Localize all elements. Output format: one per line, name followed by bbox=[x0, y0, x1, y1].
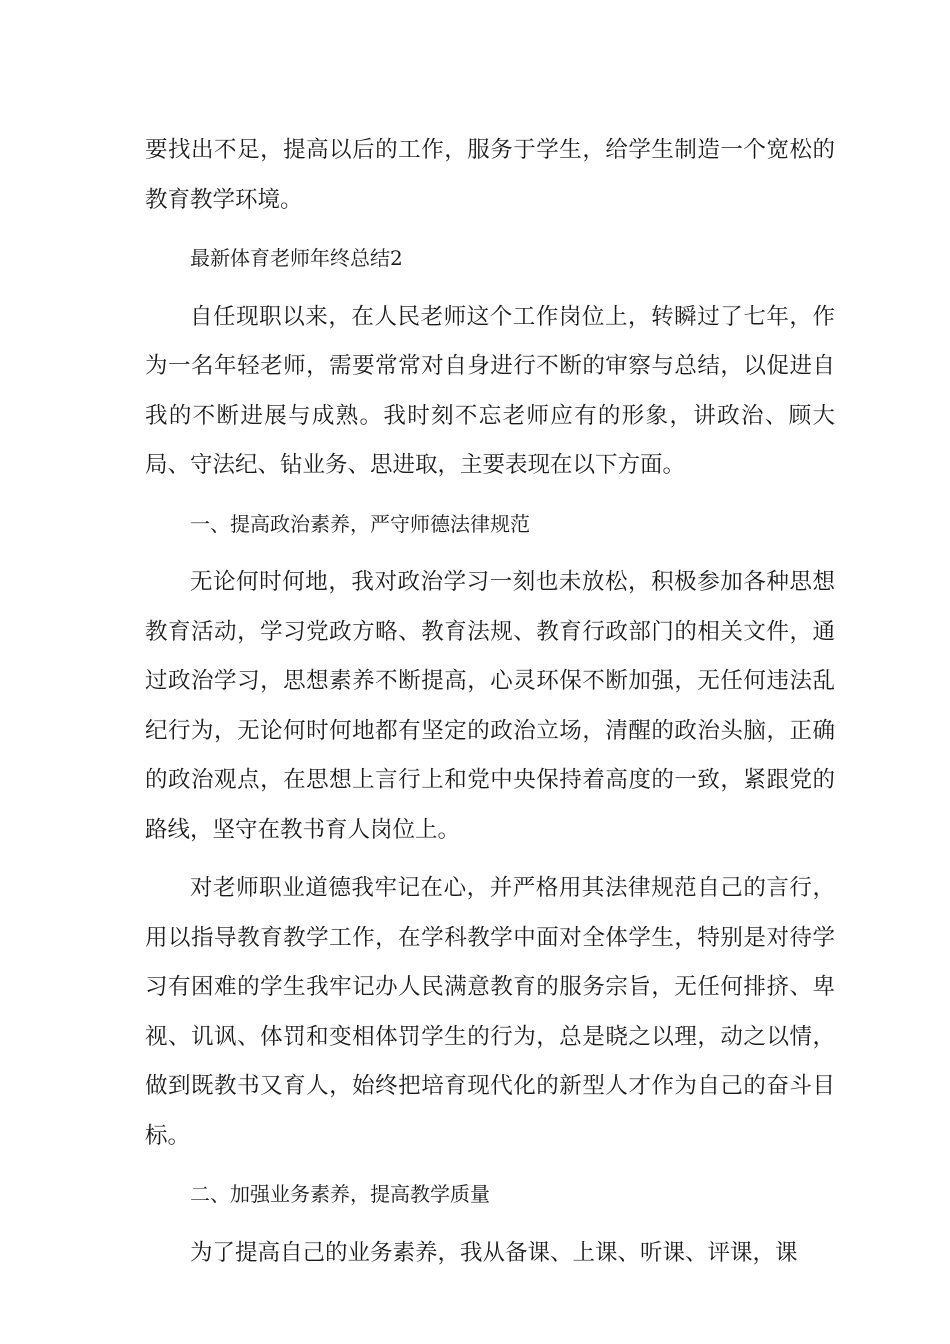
paragraph-gap bbox=[145, 225, 835, 234]
paragraph-gap bbox=[145, 284, 835, 293]
paragraph-gap bbox=[145, 1161, 835, 1170]
paragraph-intro: 自任现职以来，在人民老师这个工作岗位上，转瞬过了七年，作为一名年轻老师，需要常常对自身进行不断的审察与总结，以促进自我的不断进展与成熟。我时刻不忘老师应有的形象，讲政治、顾大局、守法纪、钻业务、思进取，主要表现在以下方面。 bbox=[145, 303, 835, 478]
paragraph-gap bbox=[145, 549, 835, 558]
paragraph-professional: 为了提高自己的业务素养，我从备课、上课、听课、评课，课 bbox=[190, 1239, 798, 1266]
paragraph-ethics: 对老师职业道德我牢记在心，并严格用其法律规范自己的言行，用以指导教育教学工作，在学科教学中面对全体学生，特别是对待学习有困难的学生我牢记办人民满意教育的服务宗旨，无任何排挤、卑视、讥讽、体罚和变相体罚学生的行为，总是晓之以理，动之以情，做到既教书又育人，始终把培育现代化的新型人才作为自己的奋斗目标。 bbox=[145, 875, 835, 1149]
paragraph-gap bbox=[145, 855, 835, 864]
document-body bbox=[145, 126, 835, 1278]
paragraph-continuation: 要找出不足，提高以后的工作，服务于学生，给学生制造一个宽松的教育教学环境。 bbox=[145, 137, 835, 213]
subheading-professional: 二、加强业务素养，提高教学质量 bbox=[190, 1182, 490, 1206]
paragraph-gap bbox=[145, 491, 835, 500]
section-title: 最新体育老师年终总结2 bbox=[190, 246, 403, 270]
paragraph-politics: 无论何时何地，我对政治学习一刻也未放松，积极参加各种思想教育活动，学习党政方略、教育法规、教育行政部门的相关文件，通过政治学习，思想素养不断提高，心灵环保不断加强，无任何违法乱纪行为，无论何时何地都有坚定的政治立场，清醒的政治头脑，正确的政治观点，在思想上言行上和党中央保持着高度的一致，紧跟党的路线，坚守在教书育人岗位上。 bbox=[145, 569, 835, 843]
paragraph-gap bbox=[145, 1220, 835, 1229]
subheading-politics: 一、提高政治素养，严守师德法律规范 bbox=[190, 511, 530, 536]
